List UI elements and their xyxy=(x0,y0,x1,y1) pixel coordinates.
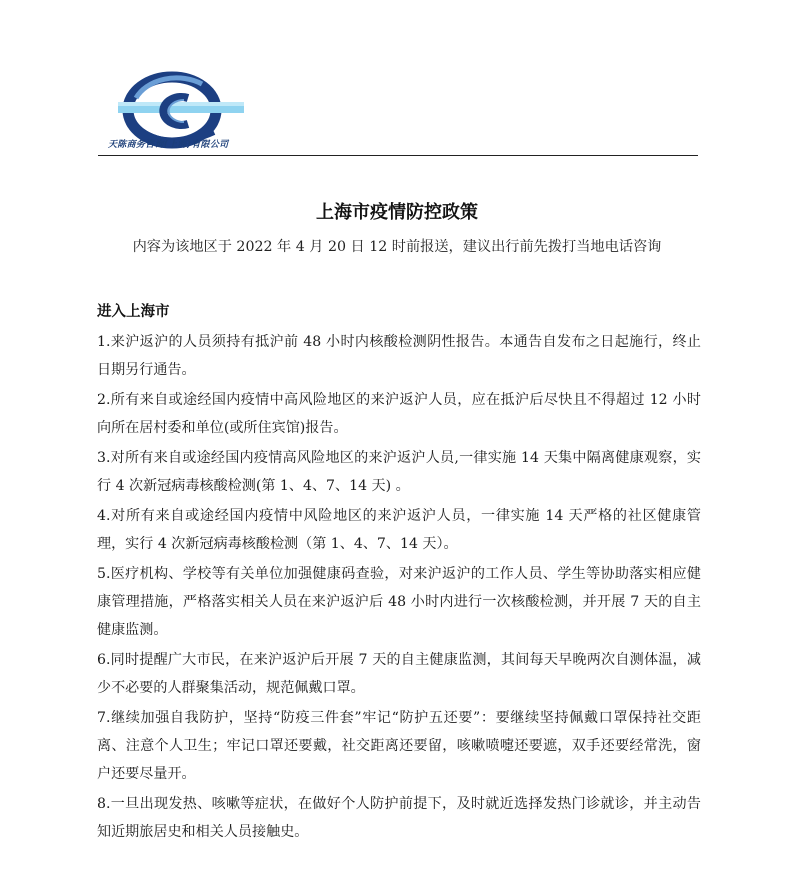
policy-item: 8.一旦出现发热、咳嗽等症状，在做好个人防护前提下，及时就近选择发热门诊就诊，并主动告知近期旅居史和相关人员接触史。 xyxy=(97,796,701,840)
policy-item: 1.来沪返沪的人员须持有抵沪前 48 小时内核酸检测阴性报告。本通告自发布之日起施行，终止日期另行通告。 xyxy=(97,334,701,378)
policy-item: 5.医疗机构、学校等有关单位加强健康码查验，对来沪返沪的工作人员、学生等协助落实相应健康管理措施，严格落实相关人员在来沪返沪后 48 小时内进行一次核酸检测，并开展 7 天的自主健康监测。 xyxy=(97,566,701,638)
policy-item: 3.对所有来自或途经国内疫情高风险地区的来沪返沪人员,一律实施 14 天集中隔离健康观察，实行 4 次新冠病毒核酸检测(第 1、4、7、14 天) 。 xyxy=(97,450,701,494)
page-title: 上海市疫情防控政策 xyxy=(316,202,478,223)
header-divider xyxy=(98,155,698,156)
company-name: 天陈商务咨询(上海)有限公司 xyxy=(108,140,229,150)
page-subtitle: 内容为该地区于 2022 年 4 月 20 日 12 时前报送，建议出行前先拨打当地电话咨询 xyxy=(132,239,662,255)
policy-item: 6.同时提醒广大市民，在来沪返沪后开展 7 天的自主健康监测，其间每天早晚两次自测体温，减少不必要的人群聚集活动，规范佩戴口罩。 xyxy=(97,652,701,696)
document-header xyxy=(98,40,698,160)
policy-item: 4.对所有来自或途经国内疫情中风险地区的来沪返沪人员，一律实施 14 天严格的社区健康管理，实行 4 次新冠病毒核酸检测（第 1、4、7、14 天）。 xyxy=(97,508,701,552)
policy-list xyxy=(97,326,701,846)
policy-item: 7.继续加强自我防护，坚持“防疫三件套”牢记“防护五还要”：要继续坚持佩戴口罩保持社交距离、注意个人卫生；牢记口罩还要戴，社交距离还要留，咳嗽喷嚏还要遮，双手还要经常洗，窗户还要尽量开。 xyxy=(97,710,701,782)
policy-item: 2.所有来自或途经国内疫情中高风险地区的来沪返沪人员，应在抵沪后尽快且不得超过 12 小时向所在居村委和单位(或所住宾馆)报告。 xyxy=(97,392,701,436)
section-heading: 进入上海市 xyxy=(97,304,170,320)
